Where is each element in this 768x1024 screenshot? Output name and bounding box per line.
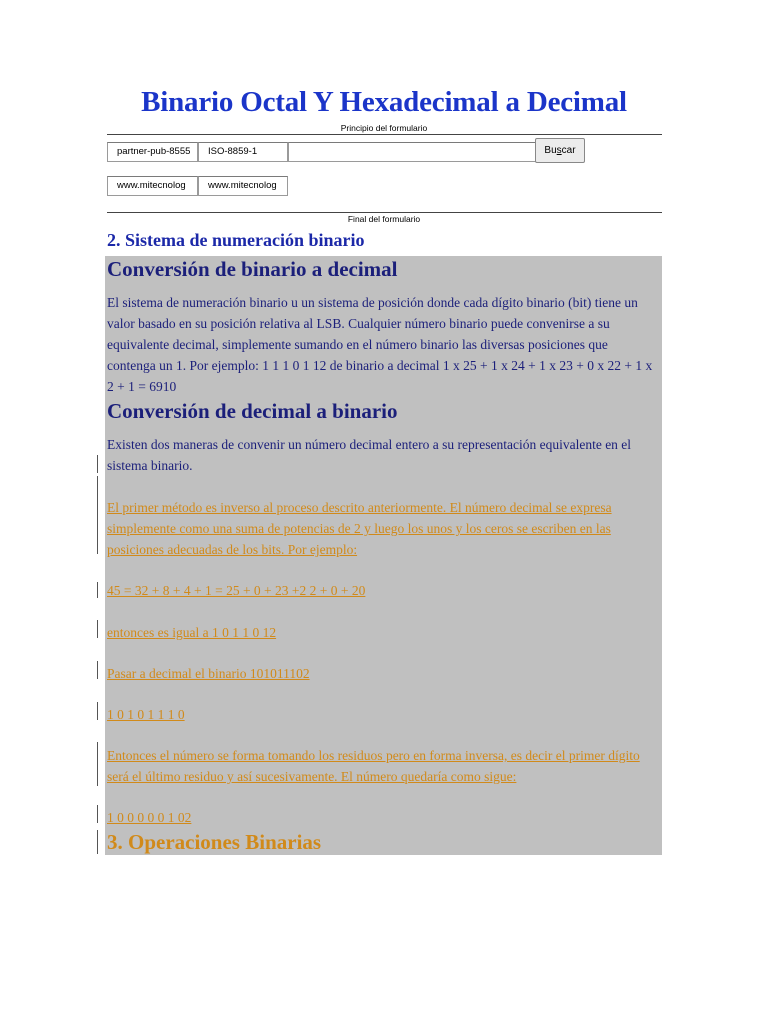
link-first-method[interactable]: El primer método es inverso al proceso descrito anteriormente. El número decimal se expresa simplemente como una suma de potencias de 2 y luego los unos y los ceros se escriben en las posiciones adecuadas de los bits. Por ejemplo: <box>107 500 612 557</box>
hidden-field-client[interactable]: partner-pub-8555 <box>107 142 198 162</box>
search-button-label-pre: Bu <box>544 145 557 156</box>
hidden-field-encoding[interactable]: ISO-8859-1 <box>198 142 288 162</box>
section-2-heading: 2. Sistema de numeración binario <box>107 230 365 250</box>
page-title: Binario Octal Y Hexadecimal a Decimal <box>141 86 627 118</box>
paragraph-binary-to-decimal: El sistema de numeración binario u un sistema de posición donde cada dígito binario (bit) tiene un valor basado en su posición relativa al LSB. Cualquier número binario puede convenirse a su equivalente decimal, simplemente sumando en el número binario las diversas posiciones que contenga un 1. Por ejemplo: 1 1 1 0 1 12 de binario a decimal 1 x 25 + 1 x 24 + 1 x 23 + 0 x 22 + 1 x 2 + 1 = 6910 <box>107 295 653 394</box>
paragraph-decimal-to-binary: Existen dos maneras de convenir un número decimal entero a su representación equivalente en el sistema binario. <box>107 437 632 473</box>
link-example-45[interactable]: 45 = 32 + 8 + 4 + 1 = 25 + 0 + 23 +2 2 + 0 + 20 <box>107 583 366 598</box>
search-button[interactable] <box>535 138 585 163</box>
change-bar <box>97 455 98 473</box>
search-input[interactable] <box>288 142 536 162</box>
change-bar <box>97 742 98 786</box>
form-top-divider <box>107 134 662 135</box>
change-bar <box>97 702 98 720</box>
change-bar <box>97 661 98 679</box>
form-bottom-divider <box>107 212 662 213</box>
link-equals-binary[interactable]: entonces es igual a 1 0 1 1 0 12 <box>107 625 277 640</box>
link-binary-to-decimal-exercise[interactable]: Pasar a decimal el binario 101011102 <box>107 666 310 681</box>
change-bar <box>97 476 98 554</box>
site-field-1[interactable]: www.mitecnolog <box>107 176 198 196</box>
search-button-label-post: car <box>561 145 576 156</box>
site-field-2[interactable]: www.mitecnolog <box>198 176 288 196</box>
change-bar <box>97 620 98 638</box>
heading-binary-to-decimal: Conversión de binario a decimal <box>107 257 398 281</box>
heading-decimal-to-binary: Conversión de decimal a binario <box>107 399 398 423</box>
change-bar <box>97 582 98 598</box>
link-result-binary[interactable]: 1 0 0 0 0 0 1 02 <box>107 810 192 825</box>
link-residues-explanation[interactable]: Entonces el número se forma tomando los residuos pero en forma inversa, es decir el primer dígito será el último residuo y así sucesivamente. El número quedaría como sigue: <box>107 748 640 784</box>
link-binary-digits[interactable]: 1 0 1 0 1 1 1 0 <box>107 707 185 722</box>
change-bar <box>97 805 98 823</box>
form-start-label: Principio del formulario <box>340 123 428 133</box>
section-3-heading[interactable]: 3. Operaciones Binarias <box>107 830 322 854</box>
search-button-label-accesskey: s <box>556 145 562 156</box>
form-end-label: Final del formulario <box>347 214 421 224</box>
change-bar <box>97 830 98 854</box>
